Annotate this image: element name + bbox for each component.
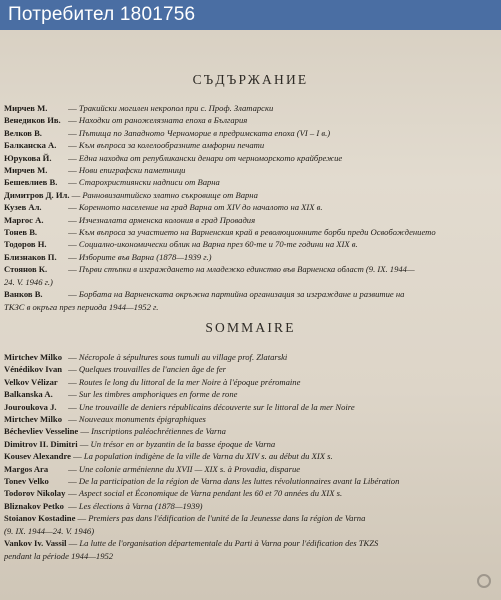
entry-author: Близнаков П. bbox=[4, 251, 57, 262]
entry-title: La population indigène de la ville de Varna du XIV s. au début du XIX s. bbox=[83, 451, 333, 462]
entry-author: Балканска А. bbox=[4, 140, 57, 151]
entry-dash: — bbox=[66, 103, 79, 113]
entry-title: Les élections à Varna (1878—1939) bbox=[78, 500, 203, 511]
entry-dash: — bbox=[66, 352, 79, 362]
toc-entry bbox=[4, 226, 501, 238]
entry-dash: — bbox=[66, 401, 79, 412]
entry-dash: — bbox=[66, 251, 79, 262]
toc-entry bbox=[4, 114, 501, 126]
toc-entry bbox=[4, 512, 501, 524]
toc-entry bbox=[4, 413, 501, 425]
entry-author: Мирчев М. bbox=[4, 103, 48, 113]
entry-title: Routes le long du littoral de la mer Noire à l'époque préromaine bbox=[78, 376, 301, 387]
entry-dash: — bbox=[66, 152, 79, 163]
watermark-icon bbox=[477, 574, 491, 588]
toc-entry bbox=[4, 351, 501, 363]
toc-entry bbox=[4, 176, 501, 188]
toc-entry bbox=[4, 438, 501, 450]
entry-title-continuation: ТКЗС в окръга през периода 1944—1952 г. bbox=[4, 301, 159, 312]
toc-entry bbox=[4, 263, 501, 275]
entry-title: Тракийски могилен некропол при с. Проф. Златарски bbox=[78, 103, 274, 113]
toc-entry bbox=[4, 288, 501, 300]
entry-title: Борбата на Варненската окръжна партийна организация за изграждане и развитие на bbox=[78, 289, 405, 300]
contents-heading-bg: СЪДЪРЖАНИЕ bbox=[192, 72, 309, 87]
entry-title: Пътища по Западното Черноморие в предримската епоха (VI – I в.) bbox=[78, 127, 331, 138]
entry-author: Mirtchev Milko bbox=[4, 352, 62, 362]
entry-author: Бешевлиев В. bbox=[4, 177, 58, 188]
entry-title: La lutte de l'organisation départementale du Parti à Varna pour l'édification des TKZS bbox=[79, 538, 379, 549]
toc-entry-continuation bbox=[4, 301, 501, 313]
entry-author: Dimitrov II. Dimitri bbox=[4, 438, 78, 449]
toc-entry-continuation bbox=[4, 276, 501, 288]
entry-dash: — bbox=[66, 165, 79, 176]
entry-title: Une trouvaille de deniers républicains découverte sur le littoral de la mer Noire bbox=[78, 401, 355, 412]
entry-dash: — bbox=[77, 438, 91, 449]
entry-dash: — bbox=[75, 513, 89, 524]
toc-entry bbox=[4, 238, 501, 250]
entry-dash: — bbox=[66, 364, 79, 375]
entry-dash: — bbox=[66, 227, 79, 238]
entry-dash: — bbox=[70, 451, 84, 462]
entry-author: Kousev Alexandre bbox=[4, 451, 71, 462]
toc-entry bbox=[4, 475, 501, 487]
entry-title: Коренното население на град Варна от XIV до началото на XIX в. bbox=[78, 202, 323, 213]
entry-title: Premiers pas dans l'édification de l'unité de la Jeunesse dans la région de Varna bbox=[88, 513, 366, 524]
entry-title: Quelques trouvailles de l'ancien âge de fer bbox=[78, 364, 226, 375]
entry-title-continuation: pendant la période 1944—1952 bbox=[4, 550, 114, 561]
entry-title: Inscriptions paléochrétiennes de Varna bbox=[91, 426, 226, 437]
entry-dash: — bbox=[66, 376, 79, 387]
toc-entry bbox=[4, 401, 501, 413]
entry-title: Към въпроса за колелообразните амфорни печати bbox=[78, 140, 265, 151]
entry-title: Nécropole à sépultures sous tumuli au village prof. Zlatarski bbox=[78, 352, 288, 362]
entry-author: Венедиков Ив. bbox=[4, 115, 61, 126]
toc-entry bbox=[4, 214, 501, 226]
entry-author: Vénédikov Ivan bbox=[4, 364, 63, 375]
entry-author: Тодоров Н. bbox=[4, 239, 47, 250]
toc-entry-continuation bbox=[4, 550, 501, 562]
entry-dash: — bbox=[66, 463, 79, 474]
entry-dash: — bbox=[66, 177, 79, 188]
toc-entry bbox=[4, 500, 501, 512]
toc-entry bbox=[4, 102, 501, 114]
entry-author: Маргос А. bbox=[4, 214, 44, 225]
entry-title: Старохристиянски надписи от Варна bbox=[78, 177, 220, 188]
entry-title-continuation: (9. IX. 1944—24. V. 1946) bbox=[4, 525, 95, 536]
toc-entry bbox=[4, 537, 501, 549]
entry-author: Velkov Vélizar bbox=[4, 376, 58, 387]
entry-title: Нови епиграфски паметници bbox=[78, 165, 186, 176]
entry-dash: — bbox=[66, 127, 79, 138]
entry-title: Към въпроса за участието на Варненския край в революционните борби преди Освобождението bbox=[78, 227, 436, 238]
entry-author: Кузев Ал. bbox=[4, 202, 42, 213]
entry-title: De la participation de la région de Varna dans les luttes révolutionnaires avant la Libération bbox=[78, 476, 400, 487]
toc-entry bbox=[4, 376, 501, 388]
watermark-logo bbox=[421, 574, 493, 594]
entry-dash: — bbox=[66, 414, 79, 425]
entry-author: Юрукова Й. bbox=[4, 152, 52, 163]
entry-title: Изборите във Варна (1878—1939 г.) bbox=[78, 251, 212, 262]
entry-title: Une colonie arménienne du XVII — XIX s. à Provadia, disparue bbox=[78, 463, 301, 474]
toc-entry bbox=[4, 152, 501, 164]
entry-dash: — bbox=[66, 239, 79, 250]
toc-entry bbox=[4, 201, 501, 213]
entry-author: Todorov Nikolay bbox=[4, 488, 66, 499]
toc-entry bbox=[4, 164, 501, 176]
entry-title: Nouveaux monuments épigraphiques bbox=[78, 414, 206, 425]
entry-dash: — bbox=[66, 115, 79, 126]
entry-author: Jourоukova J. bbox=[4, 401, 57, 412]
entry-dash: — bbox=[66, 289, 79, 300]
entry-title: Находки от раножелязната епоха в България bbox=[78, 115, 248, 126]
toc-entry bbox=[4, 450, 501, 462]
entry-title: Изчезналата арменска колония в град Провадия bbox=[78, 214, 256, 225]
entry-dash: — bbox=[66, 476, 79, 487]
entry-author: Stoianov Kostadine bbox=[4, 513, 76, 524]
entry-title: Първи стъпки в изграждането на младежко единство във Варненска област (9. IX. 1944— bbox=[78, 264, 415, 275]
entry-author: Tonev Velko bbox=[4, 476, 49, 487]
toc-entry bbox=[4, 487, 501, 499]
entry-dash: — bbox=[66, 264, 79, 275]
entry-dash: — bbox=[66, 214, 79, 225]
entry-author: Ванков В. bbox=[4, 289, 43, 300]
entry-title: Една находка от републикански денари от черноморското крайбрежие bbox=[78, 152, 343, 163]
toc-entry bbox=[4, 251, 501, 263]
entry-title-continuation: 24. V. 1946 г.) bbox=[4, 276, 53, 287]
toc-entry bbox=[4, 425, 501, 437]
toc-entry bbox=[4, 363, 501, 375]
entry-author: Тонев В. bbox=[4, 227, 38, 238]
entry-title: Социално-икономически облик на Варна през 60-те и 70-те години на XIX в. bbox=[78, 239, 358, 250]
entry-title: Sur les timbres amphoriques en forme de rone bbox=[78, 389, 238, 400]
entry-dash: — bbox=[66, 202, 79, 213]
toc-entry bbox=[4, 463, 501, 475]
toc-entry bbox=[4, 189, 501, 201]
entry-dash: — bbox=[66, 488, 79, 499]
contents-list-fr bbox=[4, 351, 501, 562]
entry-dash: — bbox=[78, 426, 92, 437]
entry-title: Ранновизантийско златно съкровище от Варна bbox=[82, 189, 258, 200]
entry-author: Vankov Iv. Vassil bbox=[4, 538, 67, 549]
entry-title: Un trésor en or byzantin de la basse époque de Varna bbox=[90, 438, 276, 449]
toc-entry bbox=[4, 139, 501, 151]
entry-dash: — bbox=[66, 538, 80, 549]
user-banner: Потребител 1801756 bbox=[0, 0, 501, 30]
entry-dash: — bbox=[66, 389, 79, 400]
entry-author: Balkanska A. bbox=[4, 389, 53, 400]
toc-entry-continuation bbox=[4, 525, 501, 537]
entry-author: Béchevliev Vesseline bbox=[4, 426, 79, 437]
entry-author: Мирчев М. bbox=[4, 165, 48, 176]
entry-author: Велков В. bbox=[4, 127, 42, 138]
entry-author: Стоянов К. bbox=[4, 264, 48, 275]
entry-author: Димитров Д. Ил. bbox=[4, 189, 70, 200]
toc-entry bbox=[4, 388, 501, 400]
entry-author: Bliznakov Petko bbox=[4, 500, 64, 511]
entry-title: Aspect social et Économique de Varna pendant les 60 et 70 années du XIX s. bbox=[78, 488, 343, 499]
contents-list-bg bbox=[4, 102, 501, 313]
entry-dash: — bbox=[69, 189, 83, 200]
entry-author: Margos Ara bbox=[4, 463, 49, 474]
entry-dash: — bbox=[66, 140, 79, 151]
entry-dash: — bbox=[66, 500, 79, 511]
toc-entry bbox=[4, 127, 501, 139]
contents-heading-fr: SOMMAIRE bbox=[205, 320, 296, 335]
entry-author: Mirtchev Milko bbox=[4, 414, 62, 425]
